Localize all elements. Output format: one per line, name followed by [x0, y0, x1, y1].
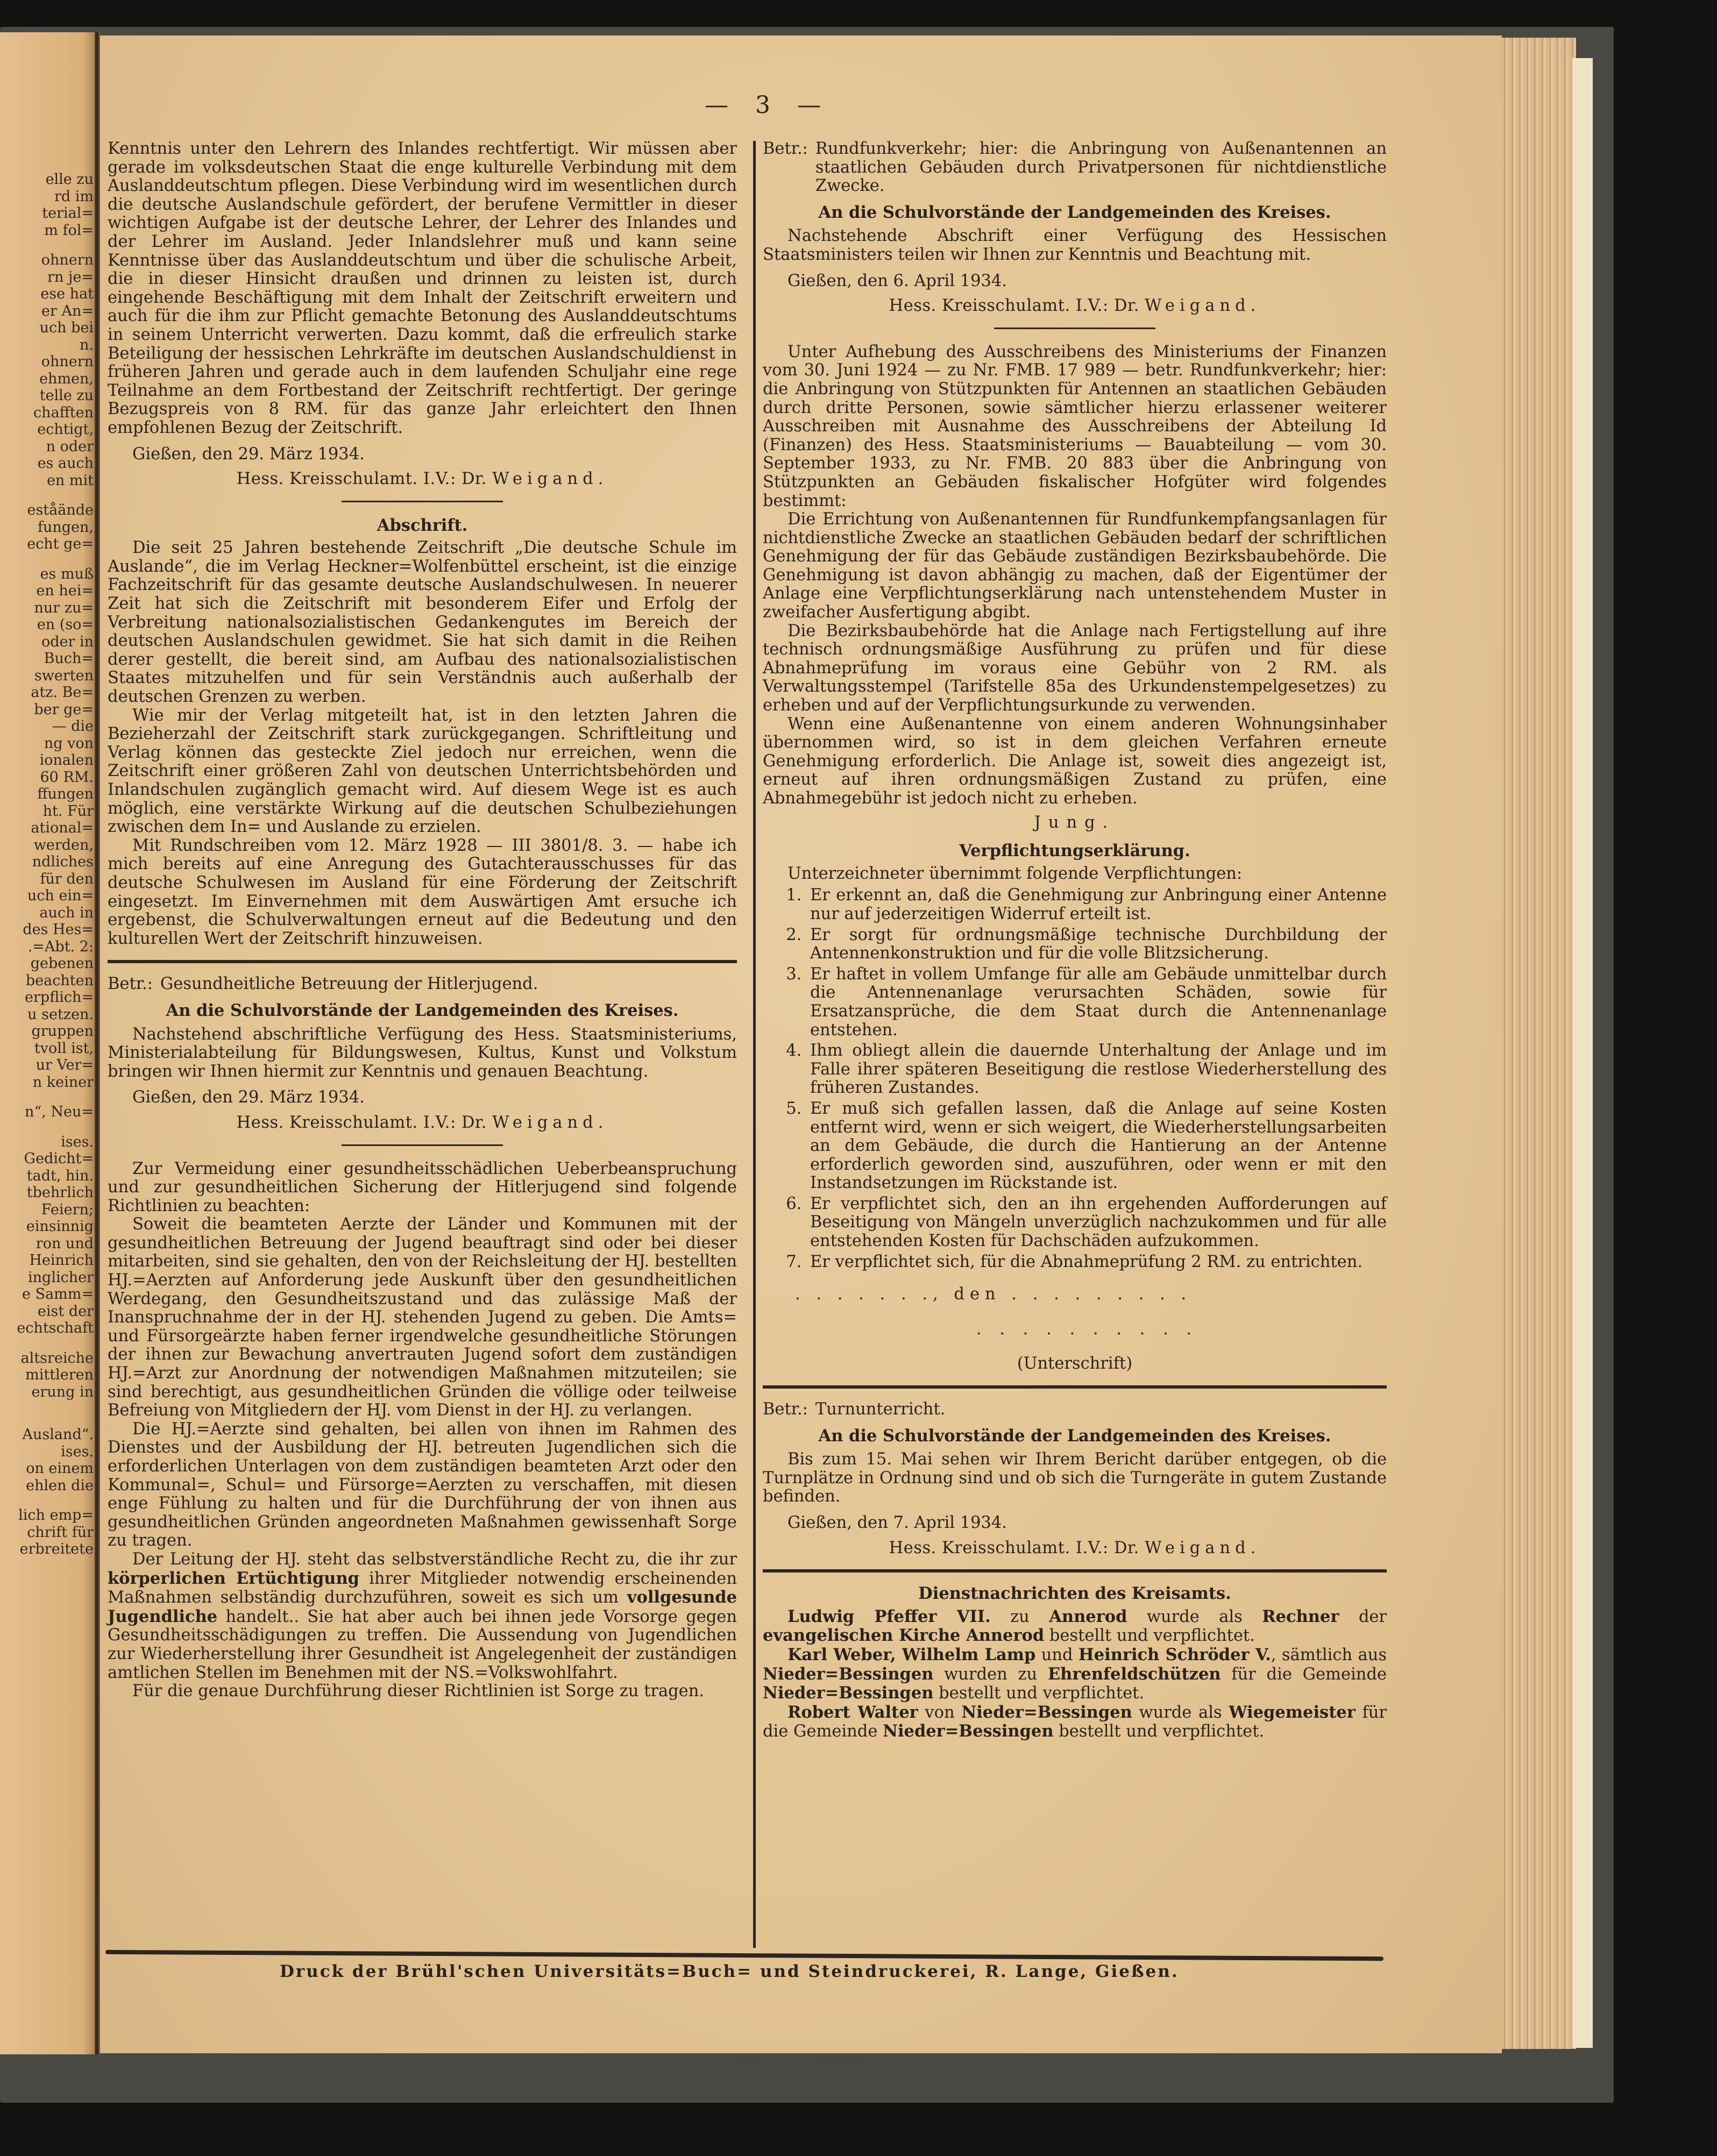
- text: zu: [990, 1607, 1049, 1626]
- hj-paragraph: Zur Vermeidung einer gesundheitsschädlichen Ueberbeanspruchung und zur gesundheitlichen Sicherung der Hitlerjugend sind folgende Richtlinien zu beachten:: [108, 1159, 737, 1215]
- signature-name: Weigand.: [492, 469, 608, 489]
- fragment-gap: [2, 1121, 94, 1134]
- section-divider: [108, 960, 737, 963]
- signature-caption: (Unterschrift): [1017, 1354, 1133, 1374]
- page-edges: [1501, 38, 1576, 2049]
- text: Der Leitung der HJ. steht das selbstverständliche Recht zu, die ihr zur: [132, 1549, 737, 1569]
- abschrift-paragraph: Die seit 25 Jahren bestehende Zeitschrift „Die deutsche Schule im Auslande“, die im Verlag Heckner=Wolfenbüttel erscheint, ist die einzige Fachzeitschrift für das gesamte deutsche Auslandschulwesen. In neuerer Zeit hat sich die Zeitschrift mit besonderem Eifer und Erfolg der Verbreitung nationalsozialistischen Gedankengutes im Bereich der deutschen Auslandschulen gewidmet. Sie hat sich damit in die Reihen derer gestellt, die bereit sind, am Aufbau des nationalsozialistischen Staates mitzuhelfen und für sein Verständnis auch außerhalb der deutschen Grenzen zu werben.: [108, 538, 737, 707]
- text: wurden zu: [933, 1664, 1048, 1684]
- place-date-blank: . . . . . . ., den . . . . . . . . .: [795, 1285, 1192, 1304]
- emphasis: Wiegemeister: [1229, 1702, 1356, 1722]
- abschrift-heading: Abschrift.: [377, 515, 468, 535]
- text: und: [1035, 1645, 1079, 1664]
- emphasis: Karl Weber, Wilhelm Lamp: [787, 1645, 1036, 1664]
- fragment-line: atz. Be=: [31, 684, 94, 701]
- column-divider: [753, 141, 756, 1948]
- fragment-line: erpflich=: [25, 989, 94, 1006]
- text: für die Gemeinde: [1221, 1664, 1387, 1684]
- fragment-gap: [2, 1413, 94, 1426]
- emphasis: Nieder=Bessingen: [883, 1721, 1054, 1741]
- subject-line: [763, 140, 1387, 196]
- fragment-line: ational=: [31, 820, 94, 836]
- fragment-line: elle zu: [45, 171, 94, 188]
- emphasis: Annerod: [1049, 1606, 1127, 1626]
- section-divider: [342, 501, 503, 502]
- text: wurde als: [1132, 1703, 1229, 1722]
- fragment-gap: [2, 239, 94, 252]
- fragment-line: echtigt,: [37, 421, 94, 438]
- left-column: [108, 140, 737, 1701]
- fragment-line: 60 RM.: [40, 769, 94, 786]
- gym-body: Bis zum 15. Mai sehen wir Ihrem Bericht darüber entgegen, ob die Turnplätze in Ordnung sind und ob sich die Turngeräte in gutem Zustande befinden.: [763, 1450, 1387, 1506]
- fragment-line: chrift für: [27, 1524, 94, 1541]
- section-divider: [763, 1385, 1387, 1389]
- fragment-line: Heinrich: [29, 1252, 94, 1269]
- fragment-line: erbreitete: [19, 1541, 94, 1557]
- date-line: Gießen, den 29. März 1934.: [132, 444, 365, 464]
- date-line: Gießen, den 7. April 1934.: [787, 1513, 1007, 1532]
- fragment-gap: [2, 1400, 94, 1413]
- signature-name: Weigand.: [492, 1113, 608, 1132]
- text: ihrer Mitglieder notwendig erscheinenden Maßnahmen selbständig durchzuführen, soweit es sich um: [108, 1569, 737, 1607]
- obligation-item: 2. Er sorgt für ordnungsmäßige technische Durchbildung der Antennenkonstruktion und für die volle Blitzsicherung.: [807, 926, 1387, 963]
- fragment-line: werden,: [33, 836, 94, 853]
- service-news-item: [763, 1703, 1387, 1741]
- text: bestellt und verpflichtet.: [933, 1684, 1145, 1703]
- text: der: [1339, 1607, 1387, 1626]
- fragment-line: er An=: [41, 302, 94, 319]
- fragment-line: mittleren: [25, 1367, 94, 1383]
- service-news-item: [763, 1646, 1387, 1703]
- fragment-line: ionalen: [39, 752, 94, 769]
- obligation-item: 1. Er erkennt an, daß die Genehmigung zur Anbringung einer Antenne nur auf jederzeitigen Widerruf erteilt ist.: [807, 886, 1387, 923]
- hj-paragraph: Die HJ.=Aerzte sind gehalten, bei allen von ihnen im Rahmen des Dienstes und der Ausbildung der HJ. betreuten Jugendlichen sich die erforderlichen Unterlagen von dem zuständigen beamteten Arzt oder den Kommunal=, Schul= und Fürsorge=Aerzten zu verschaffen, mit diesen enge Fühlung zu halten und für die Durchführung der von ihnen aus gesundheitlichen Gründen angeordneten Maßnahmen gewissenhaft Sorge zu tragen.: [108, 1419, 737, 1550]
- service-news-item: [763, 1607, 1387, 1646]
- fragment-line: tvoll ist,: [34, 1040, 94, 1057]
- fragment-line: rd im: [54, 188, 94, 205]
- printer-imprint: Druck der Brühl'schen Universitäts=Buch= und Steindruckerei, R. Lange, Gießen.: [280, 1962, 1179, 1981]
- fragment-line: ehlen die: [26, 1477, 94, 1494]
- signature-line: [108, 1114, 737, 1133]
- fragment-line: ht. Für: [42, 802, 94, 820]
- signature-office: Hess. Kreisschulamt. I.V.: Dr.: [889, 296, 1139, 316]
- intro-paragraph: Kenntnis unter den Lehrern des Inlandes rechtfertigt. Wir müssen aber gerade im volksdeutschen Staat die enge kulturelle Verbindung mit dem Auslanddeutschtum pflegen. Diese Verbindung wird im wesentlichen durch die deutsche Auslandschule gefördert, der berufene Vermittler in dieser wichtigen Aufgabe ist der deutsche Lehrer, der Lehrer des Inlandes und der Lehrer im Ausland. Jeder Inlandslehrer muß und kann seine Kenntnisse über das Auslanddeutschtum und über die schulische Arbeit, die in dieser Hinsicht draußen und drinnen zu leisten ist, durch eingehende Beschäftigung mit dem Inhalt der Zeitschrift erweitern und auch für die ihm zur Pflicht gemachte Betonung des Auslanddeutschtums in seinem Unterricht verwerten. Dazu kommt, daß die erfreulich starke Beteiligung der hessischen Lehrkräfte im deutschen Auslandschuldienst in früheren Jahren und gerade auch in dem laufenden Schuljahr eine rege Teilnahme an dem Fortbestand der Zeitschrift rechtfertigt. Der geringe Bezugspreis von 8 RM. für das ganze Jahr erleichtert den Ihnen empfohlenen Bezug der Zeitschrift.: [108, 139, 737, 437]
- fragment-line: telle zu: [39, 387, 94, 404]
- fragment-line: lich emp=: [18, 1507, 94, 1524]
- service-news-list: [763, 1607, 1387, 1741]
- fragment-line: echtschaft: [17, 1320, 94, 1336]
- fragment-line: ffungen: [37, 786, 94, 802]
- obligation-item: 6. Er verpflichtet sich, den an ihn ergehenden Aufforderungen auf Beseitigung von Mängeln unverzüglich nachzukommen und für alle entstehenden Kosten für Dachschäden aufzukommen.: [807, 1195, 1387, 1251]
- fragment-line: ohnern: [41, 252, 94, 268]
- fragment-line: echt ge=: [27, 536, 94, 552]
- subject-label: Betr.:: [763, 139, 808, 158]
- text: von: [918, 1703, 962, 1722]
- fragment-line: altsreiche: [20, 1349, 94, 1367]
- emphasis: Heinrich Schröder V.: [1078, 1645, 1271, 1664]
- signature-line: [108, 470, 737, 489]
- fragment-line: swerten: [34, 667, 94, 684]
- flyleaf: [1572, 58, 1593, 2048]
- signature-blank: . . . . . . . . . .: [976, 1319, 1198, 1339]
- signature-name: Weigand.: [1145, 296, 1261, 316]
- emphasis: Robert Walter: [787, 1702, 918, 1722]
- fragment-line: Gedicht=: [24, 1150, 94, 1167]
- abschrift-paragraph: Wie mir der Verlag mitgeteilt hat, ist in den letzten Jahren die Bezieherzahl der Zeitschrift stark zurückgegangen. Schriftleitung und Verlag können das gesteckte Ziel jedoch nur erreichen, wenn die Zeitschrift einer größeren Zahl von deutschen Unterrichtsbehörden und Inlandschulen zugänglich gemacht wird. Auf diesem Wege ist es auch möglich, eine verstärkte Wirkung auf die deutschen Schulbeziehungen zwischen dem In= und Auslande zu erzielen.: [108, 706, 737, 837]
- signature-office: Hess. Kreisschulamt. I.V.: Dr.: [889, 1538, 1139, 1557]
- fragment-line: n“, Neu=: [25, 1104, 94, 1120]
- fragment-line: erung in: [31, 1383, 94, 1400]
- declaration-intro: Unterzeichneter übernimmt folgende Verpflichtungen:: [787, 864, 1243, 883]
- fragment-line: en (so=: [37, 616, 94, 633]
- hj-closing: Für die genaue Durchführung dieser Richtlinien ist Sorge zu tragen.: [132, 1682, 705, 1701]
- text: handelt.. Sie hat aber auch bei ihnen jede Vorsorge gegen Gesundheitsschädigungen zu treffen. Die Aussendung von Jugendlichen zur Wiederherstellung ihrer Gesundheit ist Angelegenheit der zuständigen amtlichen Stellen im Benehmen mit der NS.=Volkswohlfahrt.: [108, 1607, 737, 1682]
- obligation-item: 7. Er verpflichtet sich, für die Abnahmeprüfung 2 RM. zu entrichten.: [807, 1253, 1387, 1272]
- text: , sämtlich aus: [1271, 1645, 1387, 1664]
- fragment-line: eist der: [37, 1303, 94, 1320]
- section-divider: [763, 1569, 1387, 1572]
- fragment-line: ese hat: [40, 286, 94, 302]
- fragment-line: fungen,: [37, 518, 94, 536]
- fragment-line: für den: [40, 870, 94, 887]
- notice-intro: Nachstehende Abschrift einer Verfügung des Hessischen Staatsministers teilen wir Ihnen zur Kenntnis und Beachtung mit.: [763, 226, 1387, 264]
- emphasis: Nieder=Bessingen: [763, 1664, 934, 1684]
- signer-name: Jung.: [1034, 813, 1116, 832]
- fragment-line: n keiner: [32, 1073, 94, 1091]
- section-divider: [994, 328, 1155, 329]
- fragment-line: gruppen: [31, 1023, 94, 1040]
- text: bestellt und verpflichtet.: [1053, 1722, 1265, 1741]
- emphasis: körperlichen Ertüchtigung: [108, 1568, 359, 1588]
- fragment-line: nur zu=: [34, 599, 94, 616]
- emphasis: Nieder=Bessingen: [961, 1702, 1132, 1722]
- obligation-item: 4. Ihm obliegt allein die dauernde Unterhaltung der Anlage und im Falle ihrer späteren Beseitigung die restlose Wiederherstellung des früheren Zustandes.: [807, 1042, 1387, 1098]
- radio-paragraph: Unter Aufhebung des Ausschreibens des Ministeriums der Finanzen vom 30. Juni 1924 — zu Nr. FMB. 17 989 — betr. Rundfunkverkehr; hier: die Anbringung von Stützpunkten für Antennen an staatlichen Gebäuden durch dritte Personen, sowie sämtlicher hierzu erlassener weiterer Ausschreiben mit Ausnahme des Ausschreibens der Abteilung Id (Finanzen) des Hess. Staatsministeriums — Bauabteilung — vom 30. September 1933, zu Nr. FMB. 20 883 über die Anbringung von Stützpunkten an Gebäuden fiskalischer Hofgüter wird folgendes bestimmt:: [763, 342, 1387, 510]
- subject-text: Gesundheitliche Betreuung der Hitlerjugend.: [160, 974, 538, 994]
- fragment-line: des Hes=: [23, 921, 94, 938]
- subject-label: Betr.:: [108, 974, 153, 994]
- fragment-line: Feiern;: [41, 1201, 94, 1218]
- fragment-line: ohnern: [41, 353, 94, 370]
- fragment-line: ises.: [61, 1133, 94, 1150]
- subject-text: Turnunterricht.: [815, 1400, 946, 1419]
- fragment-line: es auch: [37, 455, 94, 472]
- emphasis: vollgesunde Jugendliche: [108, 1588, 737, 1626]
- fragment-line: n oder: [46, 438, 94, 455]
- fragment-line: ng von: [44, 735, 94, 752]
- signature-line: [763, 297, 1387, 316]
- facing-page-edge: [0, 32, 98, 2054]
- date-line: Gießen, den 6. April 1934.: [787, 271, 1007, 290]
- fragment-line: tadt, hin.: [26, 1167, 94, 1184]
- fragment-line: .=Abt. 2:: [27, 938, 94, 955]
- right-column: [763, 140, 1387, 1741]
- fragment-line: ur Ver=: [36, 1057, 94, 1073]
- signature-office: Hess. Kreisschulamt. I.V.: Dr.: [236, 1113, 487, 1132]
- fragment-line: es muß: [40, 565, 94, 582]
- fragment-line: einsinnig: [26, 1218, 94, 1235]
- fragment-line: en hei=: [36, 582, 94, 599]
- subject-text: Rundfunkverkehr; hier: die Anbringung von Außenantennen an staatlichen Gebäuden durch Privatpersonen für nichtdienstliche Zwecke.: [815, 139, 1387, 196]
- fragment-gap: [2, 553, 94, 566]
- abschrift-paragraph: Mit Rundschreiben vom 12. März 1928 — III 3801/8. 3. — habe ich mich bereits auf eine Anregung des Gutachterausschusses für das deutsche Schulwesen im Ausland für eine Förderung der Zeitschrift eingesetzt. Im Einvernehmen mit dem Auswärtigen Amt ersuche ich ergebenst, die Schulverwaltungen erneut auf die Bedeutung und den kulturellen Wert der Zeitschrift hinzuweisen.: [108, 836, 737, 948]
- radio-paragraph: Die Errichtung von Außenantennen für Rundfunkempfangsanlagen für nichtdienstliche Zwecke an staatlichen Gebäuden bedarf der schriftlichen Genehmigung der für das Gebäude zuständigen Bezirksbaubehörde. Die Genehmigung ist davon abhängig zu machen, daß der Eigentümer der Anlage eine Verpflichtungserklärung nach untenstehendem Muster in zweifacher Ausfertigung abgibt.: [763, 510, 1387, 622]
- fragment-line: e Samm=: [22, 1286, 94, 1303]
- hj-paragraph-leitung: [108, 1550, 737, 1682]
- obligation-item: 5. Er muß sich gefallen lassen, daß die Anlage auf seine Kosten entfernt wird, wenn er sich weigert, die Wiederherstellungsarbeiten an dem Gebäude, die durch die Hantierung an der Antenne erforderlich geworden sind, auszuführen, oder wenn er mit den Instandsetzungen im Rückstande ist.: [807, 1100, 1387, 1193]
- fragment-line: ber ge=: [34, 701, 94, 718]
- fragment-line: terial=: [42, 205, 94, 222]
- date-line: Gießen, den 29. März 1934.: [132, 1088, 365, 1107]
- addressee: An die Schulvorstände der Landgemeinden des Kreises.: [166, 1000, 679, 1020]
- fragment-line: ron und: [36, 1235, 94, 1252]
- declaration-heading: Verpflichtungserklärung.: [959, 841, 1190, 861]
- fragment-line: on einem: [26, 1460, 94, 1477]
- fragment-line: Ausland“.: [22, 1426, 94, 1443]
- fragment-line: ndliches: [32, 853, 94, 870]
- fragment-line: en mit: [46, 472, 94, 489]
- section-divider: [342, 1144, 503, 1146]
- service-news-heading: Dienstnachrichten des Kreisamts.: [918, 1584, 1231, 1604]
- signature-line: [763, 1539, 1387, 1558]
- fragment-line: — die: [52, 718, 94, 735]
- subject-line: [108, 975, 737, 994]
- fragment-gap: [2, 1091, 94, 1104]
- fragment-line: uch bei: [39, 319, 94, 336]
- emphasis: Ehrenfeldschützen: [1047, 1664, 1221, 1684]
- fragment-line: gebenen: [30, 955, 94, 972]
- fragment-line: auch in: [39, 904, 94, 921]
- fragment-line: Buch=: [44, 650, 94, 667]
- emphasis: Ludwig Pfeffer VII.: [787, 1606, 991, 1626]
- text: bestellt und verpflichtet.: [1044, 1626, 1255, 1646]
- obligations-list: [763, 886, 1387, 1271]
- fragment-line: chafften: [33, 404, 94, 421]
- subject-label: Betr.:: [763, 1400, 808, 1419]
- page-number: — 3 —: [705, 91, 831, 119]
- signature-office: Hess. Kreisschulamt. I.V.: Dr.: [236, 469, 487, 489]
- facing-page-text-fragments: [2, 171, 94, 1558]
- emphasis: Rechner: [1262, 1606, 1339, 1626]
- fragment-line: ises.: [61, 1443, 94, 1460]
- fragment-gap: [2, 1337, 94, 1350]
- fragment-line: tbehrlich: [26, 1184, 94, 1201]
- fragment-line: eståände: [27, 502, 94, 518]
- fragment-line: inglicher: [28, 1269, 94, 1286]
- fragment-line: n.: [80, 336, 94, 353]
- fragment-line: beachten: [25, 972, 94, 989]
- radio-paragraph: Die Bezirksbaubehörde hat die Anlage nach Fertigstellung auf ihre technisch ordnungsmäßige Ausführung zu prüfen und für diese Abnahmeprüfung im voraus eine Gebühr von 2 RM. als Verwaltungsstempel (Tarifstelle 85a des Urkundenstempelgesetzes) zu erheben und auf der Verpflichtungsurkunde zu verwenden.: [763, 621, 1387, 715]
- fragment-line: uch ein=: [27, 887, 94, 904]
- fragment-line: rn je=: [47, 268, 94, 286]
- emphasis: Nieder=Bessingen: [763, 1683, 934, 1703]
- subject-line: [763, 1400, 1387, 1419]
- fragment-line: oder in: [41, 633, 94, 650]
- fragment-line: m fol=: [44, 222, 94, 239]
- book-gutter: [95, 32, 100, 2054]
- emphasis: evangelischen Kirche Annerod: [763, 1626, 1045, 1646]
- hj-paragraph: Soweit die beamteten Aerzte der Länder und Kommunen mit der gesundheitlichen Betreuung der Jugend beauftragt sind oder bei dieser mitarbeiten, sind sie gehalten, den von der Reichsleitung der HJ. bestellten HJ.=Aerzten auf Anforderung jede Auskunft über den gesundheitlichen Werdegang, den Gesundheitszustand und das zulässige Maß der Inanspruchnahme der in der HJ. stehenden Jugend zu geben. Die Amts= und Fürsorgeärzte haben ferner irgendwelche gesundheitliche Störungen der ihnen zur Bewachung anvertrauten Jugend sofort dem zuständigen HJ.=Arzt zur Anordnung der notwendigen Maßnahmen mitzuteilen; sie sind berechtigt, aus gesundheitlichen Gründen die völlige oder teilweise Befreiung von Mitgliedern der HJ. vom Dienst in der HJ. zu verlangen.: [108, 1215, 737, 1420]
- fragment-line: ehmen,: [39, 370, 94, 387]
- addressee: An die Schulvorstände der Landgemeinden des Kreises.: [818, 1426, 1331, 1446]
- obligation-item: 3. Er haftet in vollem Umfange für alle am Gebäude unmittelbar durch die Antennenanlage verursachten Schäden, sowie für Ersatzansprüche, die dem Staat durch die Antennenanlage entstehen.: [807, 965, 1387, 1040]
- fragment-gap: [2, 489, 94, 502]
- addressee: An die Schulvorstände der Landgemeinden des Kreises.: [818, 202, 1331, 222]
- notice-intro: Nachstehend abschriftliche Verfügung des Hess. Staatsministeriums, Ministerialabteilung für Bildungswesen, Kultus, Kunst und Volkstum bringen wir Ihnen hiermit zur Kenntnis und genauen Beachtung.: [108, 1024, 737, 1081]
- fragment-line: u setzen.: [27, 1006, 94, 1023]
- signature-name: Weigand.: [1145, 1538, 1261, 1557]
- text: wurde als: [1127, 1607, 1262, 1626]
- text: für die Gemeinde: [763, 1703, 1387, 1741]
- fragment-gap: [2, 1494, 94, 1507]
- radio-paragraph: Wenn eine Außenantenne von einem anderen Wohnungsinhaber übernommen wird, so ist in dem gleichen Verfahren erneute Genehmigung erforderlich. Die Anlage ist, soweit dies angezeigt ist, erneut auf ihren ordnungsmäßigen Zustand zu prüfen, eine Abnahmegebühr ist jedoch nicht zu erheben.: [763, 714, 1387, 808]
